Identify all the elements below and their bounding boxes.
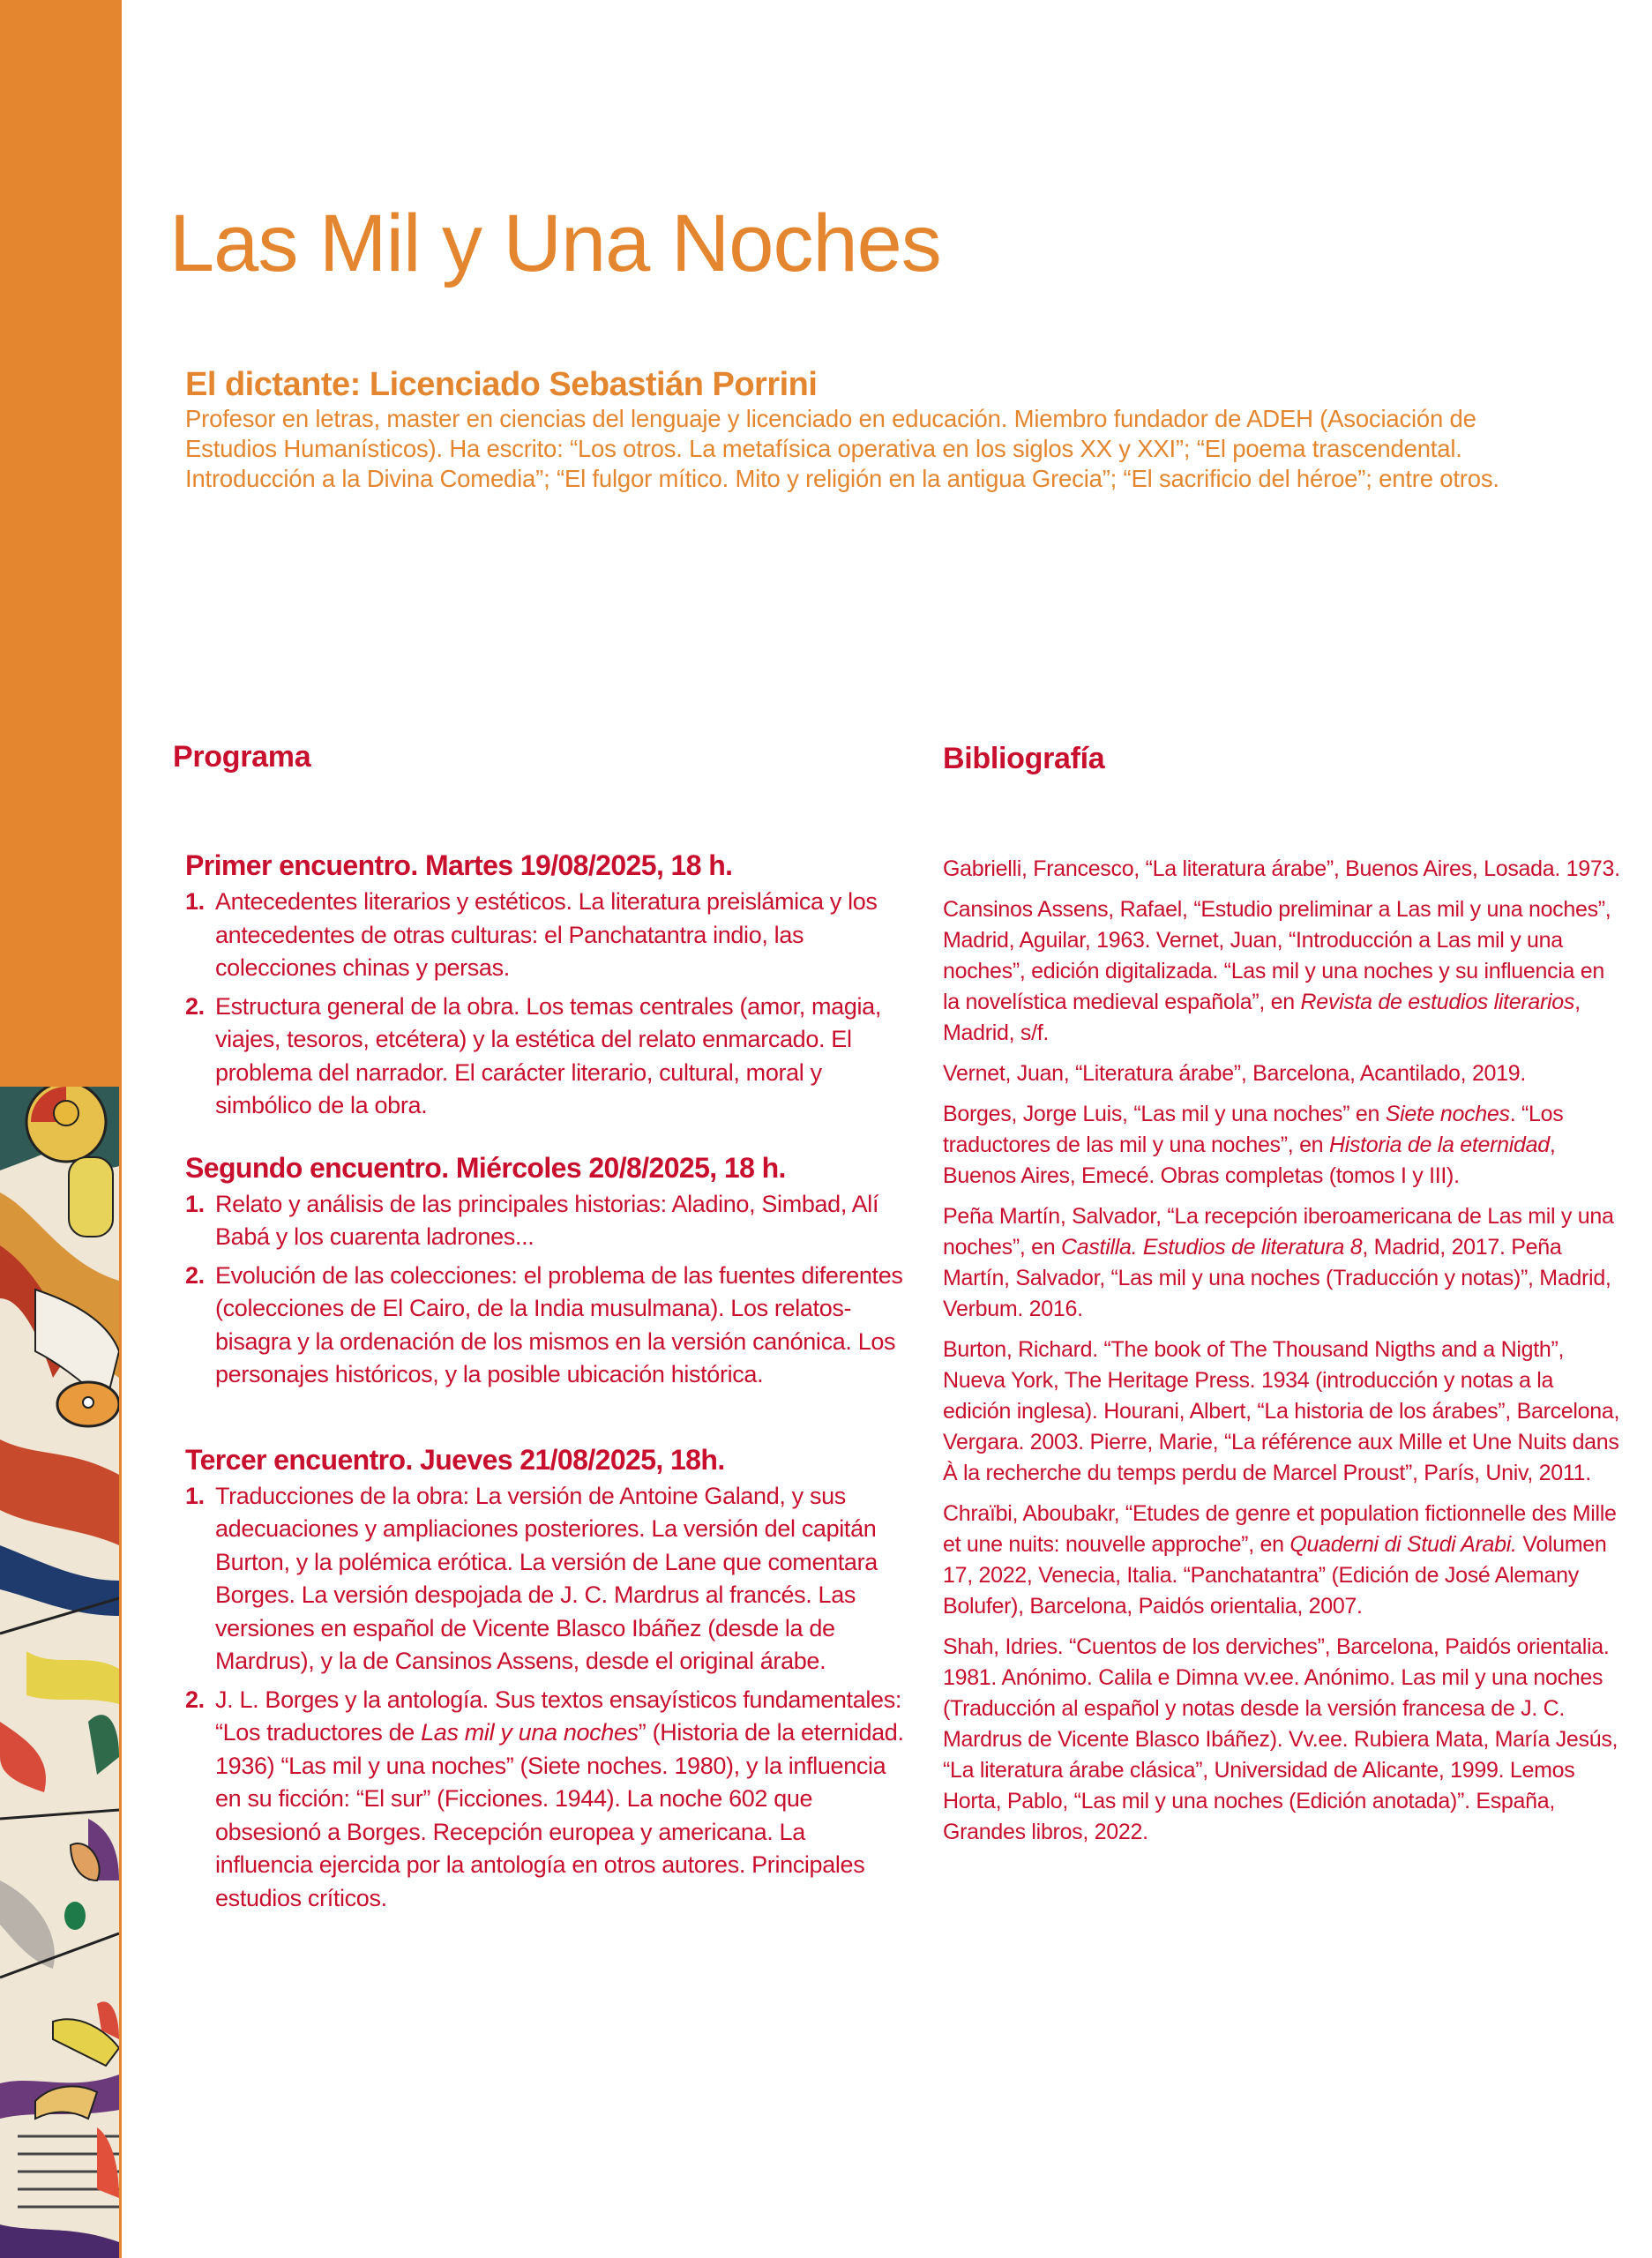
meeting-title: Segundo encuentro. Miércoles 20/8/2025, 18 h.: [185, 1151, 786, 1184]
meeting-title: Tercer encuentro. Jueves 21/08/2025, 18h.: [185, 1443, 725, 1476]
italic-title: Revista de estudios literarios: [1300, 990, 1575, 1014]
bibliography-entry: [943, 1058, 1622, 1089]
topic-item: [185, 1188, 905, 1254]
bibliography-entry: [943, 1099, 1622, 1192]
topic-number: 1.: [185, 1482, 205, 1509]
topic-number: 2.: [185, 1686, 205, 1713]
italic-title: Castilla. Estudios de literatura 8: [1061, 1235, 1363, 1260]
topic-number: 1.: [185, 1190, 205, 1217]
text-segment: , Madrid, 2017. Peña Martín, Salvador, “Las mil y una noches (Traducción y notas)”, Madrid, Verbum. 2016.: [943, 1235, 1611, 1321]
topic-item: [185, 886, 905, 985]
lecturer-heading: El dictante: Licenciado Sebastián Porrini: [185, 366, 818, 403]
text-segment: J. L. Borges y la antología. Sus textos ensayísticos fundamentales: “Los traductores de: [215, 1686, 901, 1746]
text-segment: , Madrid, s/f.: [943, 990, 1581, 1045]
text-segment: Vernet, Juan, “Literatura árabe”, Barcelona, Acantilado, 2019.: [943, 1061, 1527, 1086]
topic-item: [185, 1684, 905, 1916]
topic-text: Relato y análisis de las principales historias: Aladino, Simbad, Alí Babá y los cuarenta ladrones...: [215, 1190, 879, 1250]
meeting-topics: [185, 1188, 905, 1392]
topic-text: Evolución de las colecciones: el problema de las fuentes diferentes (colecciones de El Cairo, de la India musulmana). Los relatos-bisagra y la ordenación de los mismos en la versión canónica. Los personajes históricos, y la posible ubicación histórica.: [215, 1261, 903, 1387]
meeting-topics: [185, 886, 905, 1123]
topic-text: Traducciones de la obra: La versión de Antoine Galand, y sus adecuaciones y ampliaciones posteriores. La versión del capitán Burton, y la polémica erótica. La versión de Lane que comentara Borges. La versión despojada de J. C. Mardrus al francés. Las versiones en español de Vicente Blasco Ibáñez (desde la de Mardrus), y la de Cansinos Assens, desde el original árabe.: [215, 1482, 878, 1674]
text-segment: ” (Historia de la eternidad. 1936) “Las mil y una noches” (Siete noches. 1980), y la influencia en su ficción: “El sur” (Ficciones. 1944). La noche 602 que obsesionó a Borges. Recepción europea y americana. La influencia ejercida por la antología en otros autores. Principales estudios críticos.: [215, 1719, 904, 1911]
topic-number: 2.: [185, 992, 205, 1020]
lecturer-bio: Profesor en letras, master en ciencias del lenguaje y licenciado en educación. Miembro fundador de ADEH (Asociación de Estudios Humanísticos). Ha escrito: “Los otros. La metafísica operativa en los siglos XX y XXI”; “El poema trascendental. Introducción a la Divina Comedia”; “El fulgor mítico. Mito y religión en la antigua Grecia”; “El sacrificio del héroe”; entre otros.: [185, 405, 1499, 492]
text-segment: Shah, Idries. “Cuentos de los derviches”, Barcelona, Paidós orientalia. 1981. Anónimo. Calila e Dimna vv.ee. Anónimo. Las mil y una noches (Traducción al español y notas desde la versión francesa de J. C. Mardrus de Vicente Blasco Ibáñez). Vv.ee. Rubiera Mata, María Jesús, “La literatura árabe clásica”, Universidad de Alicante, 1999. Lemos Horta, Pablo, “Las mil y una noches (Edición anotada)”. España, Grandes libros, 2022.: [943, 1634, 1618, 1844]
text-segment: , Buenos Aires, Emecé. Obras completas (tomos I y III).: [943, 1133, 1556, 1188]
topic-number: 2.: [185, 1261, 205, 1289]
italic-title: Quaderni di Studi Arabi.: [1289, 1532, 1517, 1557]
text-segment: Volumen 17, 2022, Venecia, Italia. “Panchatantra” (Edición de José Alemany Bolufer), Barcelona, Paidós orientalia, 2007.: [943, 1532, 1607, 1619]
bibliography-entry: [943, 894, 1622, 1049]
meeting-topics: [185, 1480, 905, 1916]
bibliography-heading: Bibliografía: [943, 742, 1105, 775]
meeting-1: [185, 849, 905, 1123]
meeting-3: [185, 1443, 905, 1916]
bibliography-section: [943, 741, 1622, 1858]
page-title: Las Mil y Una Noches: [169, 198, 941, 288]
topic-text: Antecedentes literarios y estéticos. La literatura preislámica y los antecedentes de otras culturas: el Panchatantra indio, las colecciones chinas y persas.: [215, 888, 878, 981]
text-segment: . “Los traductores de las mil y una noches”, en: [943, 1102, 1564, 1157]
text-segment: Peña Martín, Salvador, “La recepción iberoamericana de Las mil y una noches”, en: [943, 1204, 1614, 1260]
topic-item: [185, 991, 905, 1123]
text-segment: Burton, Richard. “The book of The Thousand Nigths and a Nigth”, Nueva York, The Heritage Press. 1934 (introducción y notas a la edición inglesa). Hourani, Albert, “La historia de los árabes”, Barcelona, Vergara. 2003. Pierre, Marie, “La référence aux Mille et Une Nuits dans À la recherche du temps perdu de Marcel Proust”, París, Univ, 2011.: [943, 1337, 1620, 1485]
topic-item: [185, 1480, 905, 1679]
topic-number: 1.: [185, 888, 205, 915]
topic-item: [185, 1260, 905, 1392]
bibliography-entry: [943, 1201, 1622, 1325]
text-segment: Chraïbi, Aboubakr, “Etudes de genre et population fictionnelle des Mille et une nuits: nouvelle approche”, en: [943, 1501, 1617, 1557]
bibliography-entry: [943, 854, 1622, 885]
topic-text: [215, 1686, 904, 1911]
italic-title: Historia de la eternidad: [1328, 1133, 1550, 1157]
topic-text: Estructura general de la obra. Los temas centrales (amor, magia, viajes, tesoros, etcétera) y la estética del relato enmarcado. El problema del narrador. El carácter literario, cultural, moral y simbólico de la obra.: [215, 992, 881, 1118]
program-section: [173, 739, 905, 1920]
lecturer-section: [185, 365, 1561, 494]
italic-title: Las mil y una noches: [421, 1719, 639, 1746]
bibliography-list: [943, 854, 1622, 1848]
text-segment: Borges, Jorge Luis, “Las mil y una noches” en: [943, 1102, 1386, 1126]
text-segment: Gabrielli, Francesco, “La literatura árabe”, Buenos Aires, Losada. 1973.: [943, 856, 1620, 881]
bibliography-entry: [943, 1632, 1622, 1848]
bibliography-entry: [943, 1335, 1622, 1489]
program-heading: Programa: [173, 740, 311, 774]
italic-title: Siete noches: [1385, 1102, 1510, 1126]
meeting-2: [185, 1151, 905, 1392]
illustration-image-icon: [0, 1087, 119, 2258]
bibliography-entry: [943, 1499, 1622, 1622]
text-segment: Cansinos Assens, Rafael, “Estudio preliminar a Las mil y una noches”, Madrid, Aguilar, 1963. Vernet, Juan, “Introducción a Las mil y una noches”, edición digitalizada. “Las mil y una noches y su influencia en la novelística medieval española”, en: [943, 897, 1611, 1014]
decorative-illustration: [0, 1087, 119, 2258]
meeting-title: Primer encuentro. Martes 19/08/2025, 18 h.: [185, 849, 733, 881]
